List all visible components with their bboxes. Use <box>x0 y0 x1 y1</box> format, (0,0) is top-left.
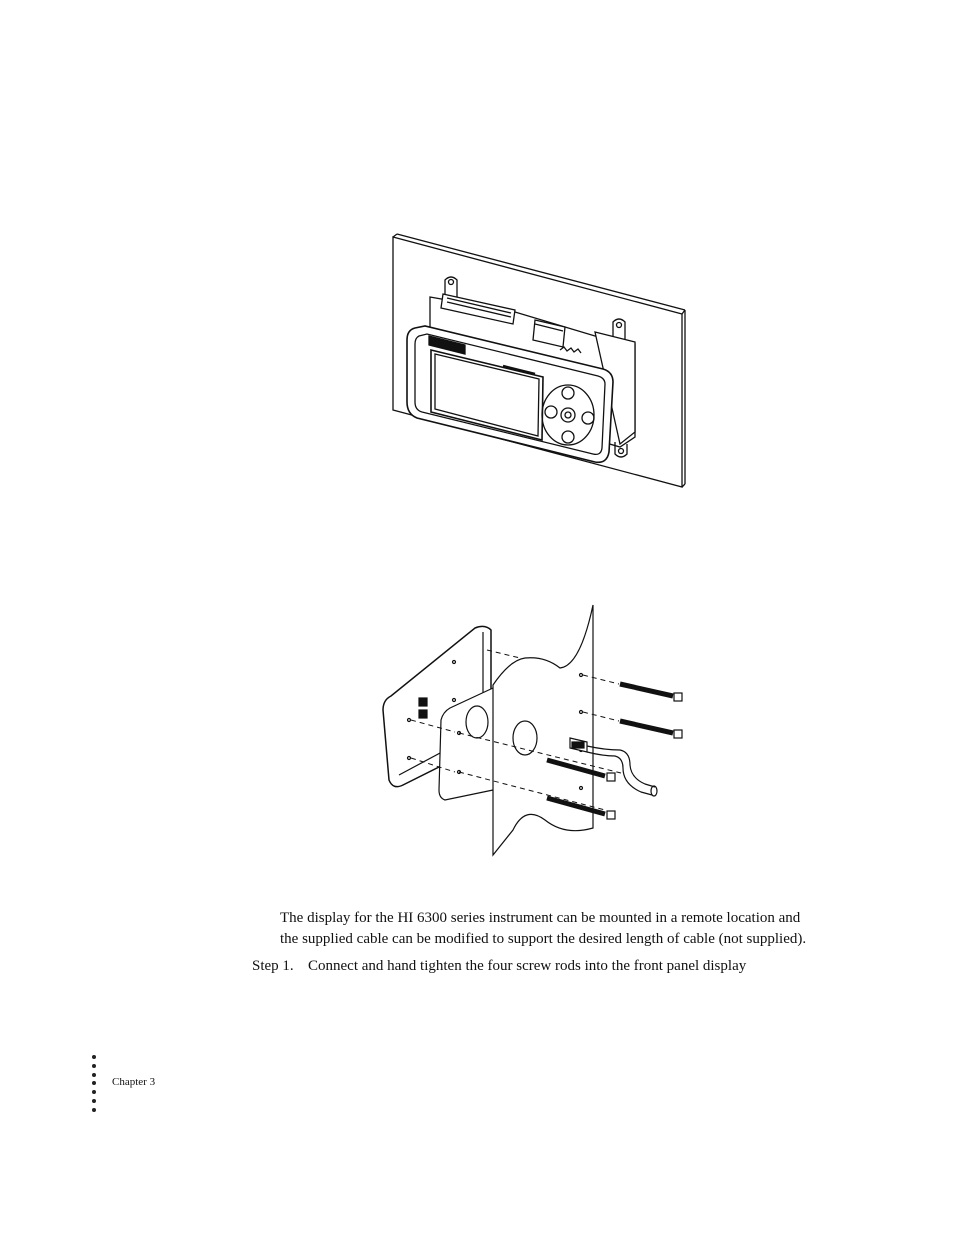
chapter-label: Chapter 3 <box>112 1076 156 1088</box>
footer-dot-rule <box>92 1055 98 1117</box>
description-line-1: The display for the HI 6300 series instrument can be mounted in a remote location and <box>280 910 801 926</box>
panel-mount-illustration <box>385 232 690 494</box>
description-paragraph <box>280 908 840 949</box>
step-text: Connect and hand tighten the four screw rods into the front panel display <box>308 958 747 974</box>
exploded-assembly-illustration <box>375 600 705 865</box>
step-number: Step 1. <box>252 958 294 974</box>
description-line-2: the supplied cable can be modified to support the desired length of cable (not supplied). <box>280 930 807 947</box>
step-1 <box>252 956 746 976</box>
